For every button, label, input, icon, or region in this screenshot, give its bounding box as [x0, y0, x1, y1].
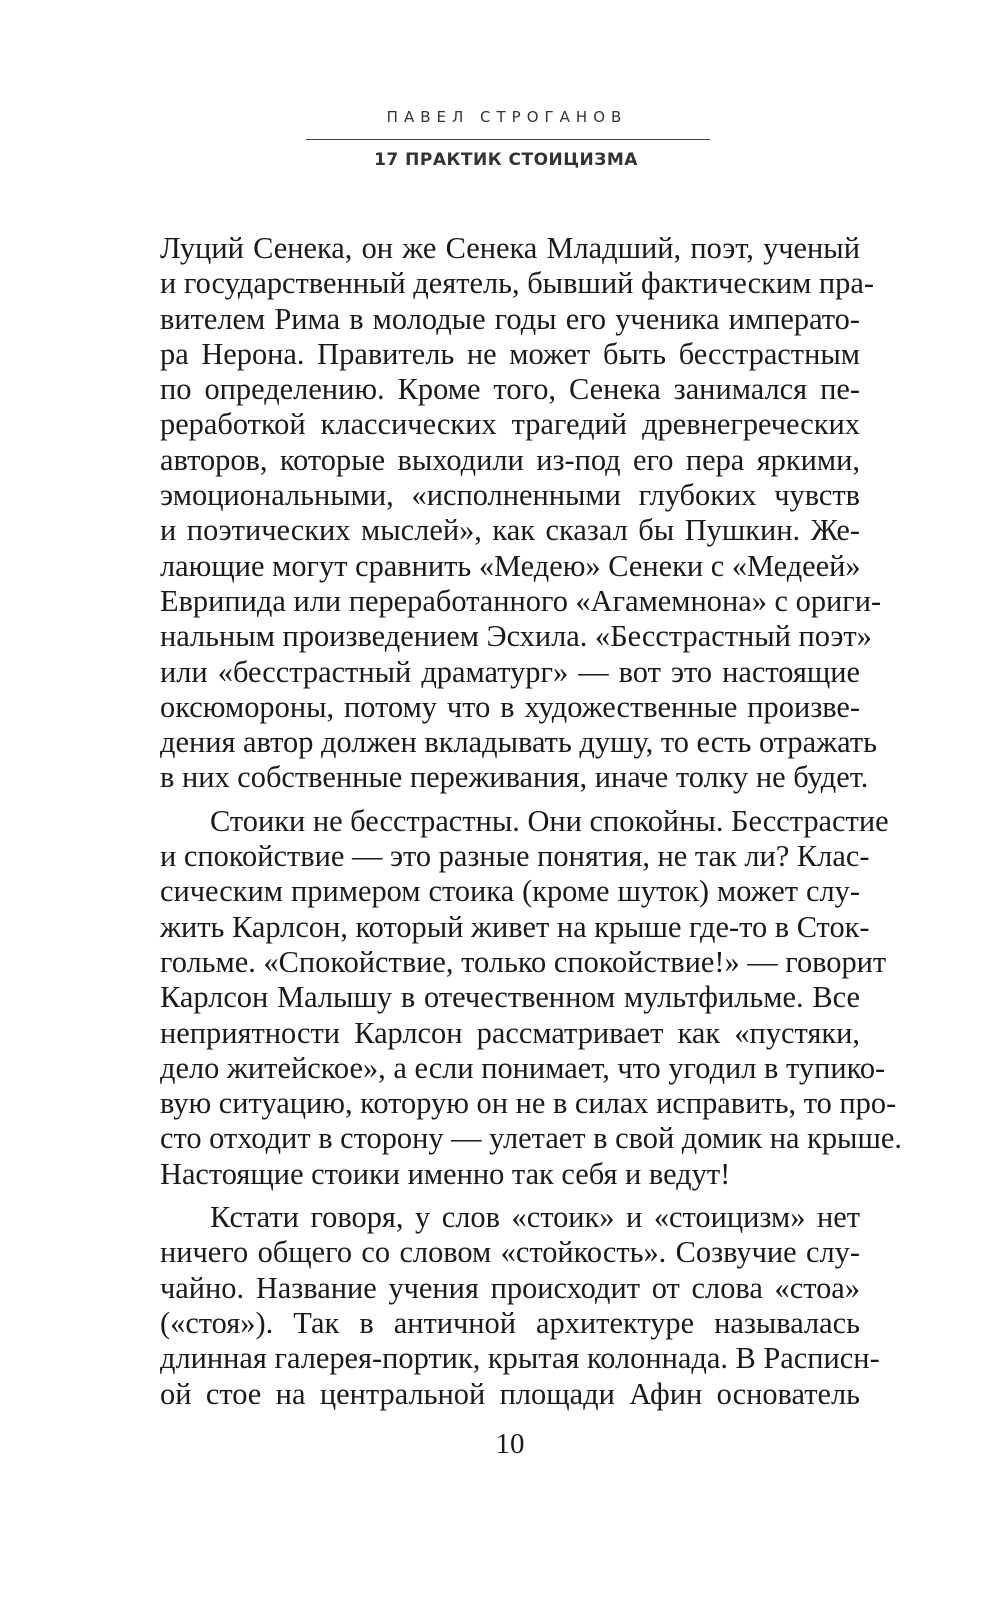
text-line: вителем Рима в молодые годы его ученика императо- — [160, 301, 860, 336]
text-line: Стоики не бесстрастны. Они спокойны. Бесстрастие — [210, 803, 889, 838]
text-line: неприятности Карлсон рассматривает как «пустяки, — [160, 1015, 860, 1050]
text-line: Карлсон Малышу в отечественном мультфильме. Все — [160, 980, 860, 1015]
page-number: 10 — [495, 1428, 525, 1460]
author-name: ПАВЕЛ СТРОГАНОВ — [386, 108, 628, 126]
text-line: реработкой классических трагедий древнегреческих — [160, 407, 860, 442]
text-line: оксюмороны, потому что в художественные произве- — [160, 689, 860, 724]
text-line: жить Карлсон, который живет на крыше где-то в Сток- — [160, 909, 870, 944]
text-line: чайно. Название учения происходит от слова «стоа» — [160, 1270, 860, 1305]
text-line: сическим примером стоика (кроме шуток) может слу- — [160, 874, 860, 909]
text-line: лающие могут сравнить «Медею» Сенеки с «Медеей» — [160, 548, 861, 583]
text-line: сто отходит в сторону — улетает в свой домик на крыше. — [160, 1121, 902, 1156]
text-line: («стоя»). Так в античной архитектуре называлась — [160, 1305, 860, 1340]
running-head — [0, 108, 1000, 127]
paragraph-3 — [160, 1200, 880, 1412]
text-line: ой стое на центральной площади Афин основатель — [160, 1376, 860, 1411]
text-line: Луций Сенека, он же Сенека Младший, поэт, ученый — [160, 231, 860, 265]
text-line: в них собственные переживания, иначе толку не будет. — [160, 760, 869, 795]
body-text — [160, 231, 902, 1420]
text-line: гольме. «Спокойствие, только спокойствие!» — говорит — [160, 944, 887, 979]
text-line: дело житейское», а если понимает, что угодил в тупико- — [160, 1050, 886, 1085]
text-line: Кстати говоря, у слов «стоик» и «стоицизм» нет — [210, 1200, 860, 1235]
text-line: нальным произведением Эсхила. «Бесстрастный поэт» — [160, 619, 872, 654]
text-line: по определению. Кроме того, Сенека занимался пе- — [160, 372, 860, 407]
text-line: и поэтических мыслей», как сказал бы Пушкин. Же- — [160, 513, 860, 548]
text-line: Настоящие стоики именно так себя и ведут! — [160, 1156, 731, 1191]
text-line: вую ситуацию, которую он не в силах исправить, то про- — [160, 1086, 897, 1121]
text-line: длинная галерея-портик, крытая колоннада. В Расписн- — [160, 1341, 880, 1376]
text-line: или «бесстрастный драматург» — вот это настоящие — [160, 654, 860, 689]
paragraph-1 — [160, 231, 882, 796]
book-title: 17 ПРАКТИК СТОИЦИЗМА — [374, 150, 638, 170]
text-line: эмоциональными, «исполненными глубоких чувств — [160, 478, 860, 513]
text-line: ничего общего со словом «стойкость». Созвучие слу- — [160, 1235, 860, 1270]
text-line: дения автор должен вкладывать душу, то есть отражать — [160, 725, 877, 760]
text-line: ра Нерона. Правитель не может быть бесстрастным — [160, 336, 860, 371]
text-line: авторов, которые выходили из-под его пера яркими, — [160, 442, 860, 477]
header-divider — [306, 139, 710, 140]
text-line: и спокойствие — это разные понятия, не так ли? Клас- — [160, 839, 870, 874]
text-line: Еврипида или переработанного «Агамемнона» с ориги- — [160, 583, 882, 618]
text-line: и государственный деятель, бывший фактическим пра- — [160, 266, 874, 301]
paragraph-2 — [160, 803, 902, 1192]
